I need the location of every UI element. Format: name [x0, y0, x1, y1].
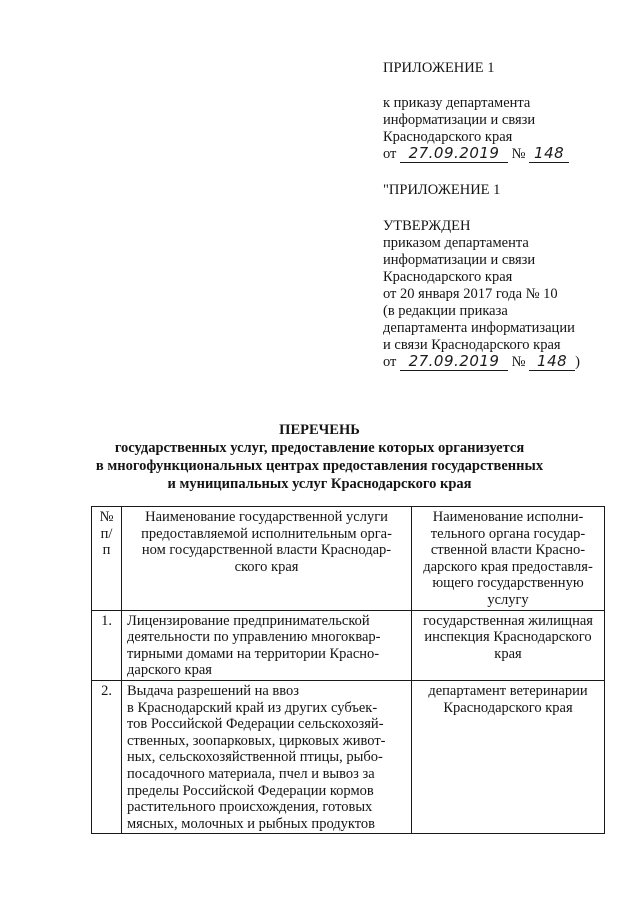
approved-handwritten-date: 27.09.2019 — [408, 352, 500, 370]
row-number: 2. — [92, 680, 122, 833]
appendix-header — [383, 60, 494, 76]
header-service-name: Наименование государственной услуги предоставляемой исполнительным орга- ном государственной власти Краснодар- ского края — [122, 507, 412, 611]
table-header-row — [92, 507, 605, 611]
approved-close-paren: ) — [575, 354, 580, 370]
document-title-line-2: в многофункциональных центрах предоставления государственных — [95, 458, 544, 474]
appendix-line-3: Краснодарского края — [383, 129, 513, 145]
appendix-handwritten-number: 148 — [534, 144, 565, 162]
appendix-title: ПРИЛОЖЕНИЕ 1 — [383, 60, 495, 76]
appendix-date-underline — [400, 146, 508, 163]
appendix-order-reference — [383, 95, 569, 163]
appendix-from-label: от — [383, 146, 397, 162]
approved-line-5: (в редакции приказа — [383, 303, 508, 319]
appendix-line-1: к приказу департамента — [383, 95, 531, 111]
services-table — [91, 506, 605, 834]
appendix-handwritten-date: 27.09.2019 — [408, 144, 500, 162]
document-title-line-1: государственных услуг, предоставление которых организуется — [114, 440, 525, 456]
document-title — [0, 421, 639, 493]
appendix-line-2: информатизации и связи — [383, 112, 536, 128]
approved-number-underline — [529, 354, 575, 371]
approved-line-7: и связи Краснодарского края — [383, 337, 561, 353]
header-authority-name: Наименование исполни- тельного органа государ- ственной власти Красно- дарского края предоставля- ющего государственную услугу — [412, 507, 605, 611]
row-number: 1. — [92, 610, 122, 680]
approved-block — [383, 218, 580, 371]
row-service: Лицензирование предпринимательской деятельности по управлению многоквар- тирными домами на территории Красно- дарского края — [122, 610, 412, 680]
row-authority: департамент ветеринарии Краснодарского края — [412, 680, 605, 833]
approved-from-label: от — [383, 354, 397, 370]
approved-number-label: № — [511, 354, 526, 370]
approved-appendix-title: "ПРИЛОЖЕНИЕ 1 — [383, 182, 501, 198]
appendix-number-underline — [529, 146, 569, 163]
appendix-number-label: № — [511, 146, 526, 162]
row-service: Выдача разрешений на ввоз в Краснодарский край из других субъек- тов Российской Федерации сельскохозяй- ственных, зоопарковых, цирковых живот- ных, сельскохозяйственной птицы, рыбо- посадочного материала, пчел и вывоз за пределы Российской Федерации кормов растительного происхождения, готовых мясных, молочных и рыбных продуктов — [122, 680, 412, 833]
appendix-date-line — [383, 146, 569, 163]
approved-line-2: информатизации и связи — [383, 252, 536, 268]
header-number: № п/п — [92, 507, 122, 611]
document-title-heading: ПЕРЕЧЕНЬ — [279, 422, 360, 438]
approved-line-6: департамента информатизации — [383, 320, 575, 336]
approved-line-3: Краснодарского края — [383, 269, 513, 285]
approved-line-1: приказом департамента — [383, 235, 529, 251]
approved-date-underline — [400, 354, 508, 371]
approved-heading: УТВЕРЖДЕН — [383, 218, 471, 234]
row-authority: государственная жилищная инспекция Краснодарского края — [412, 610, 605, 680]
table-row — [92, 680, 605, 833]
approved-handwritten-number: 148 — [537, 352, 568, 370]
approved-date-line — [383, 354, 580, 371]
document-title-line-3: и муниципальных услуг Краснодарского края — [167, 476, 472, 492]
table-row — [92, 610, 605, 680]
approved-line-4: от 20 января 2017 года № 10 — [383, 286, 558, 302]
